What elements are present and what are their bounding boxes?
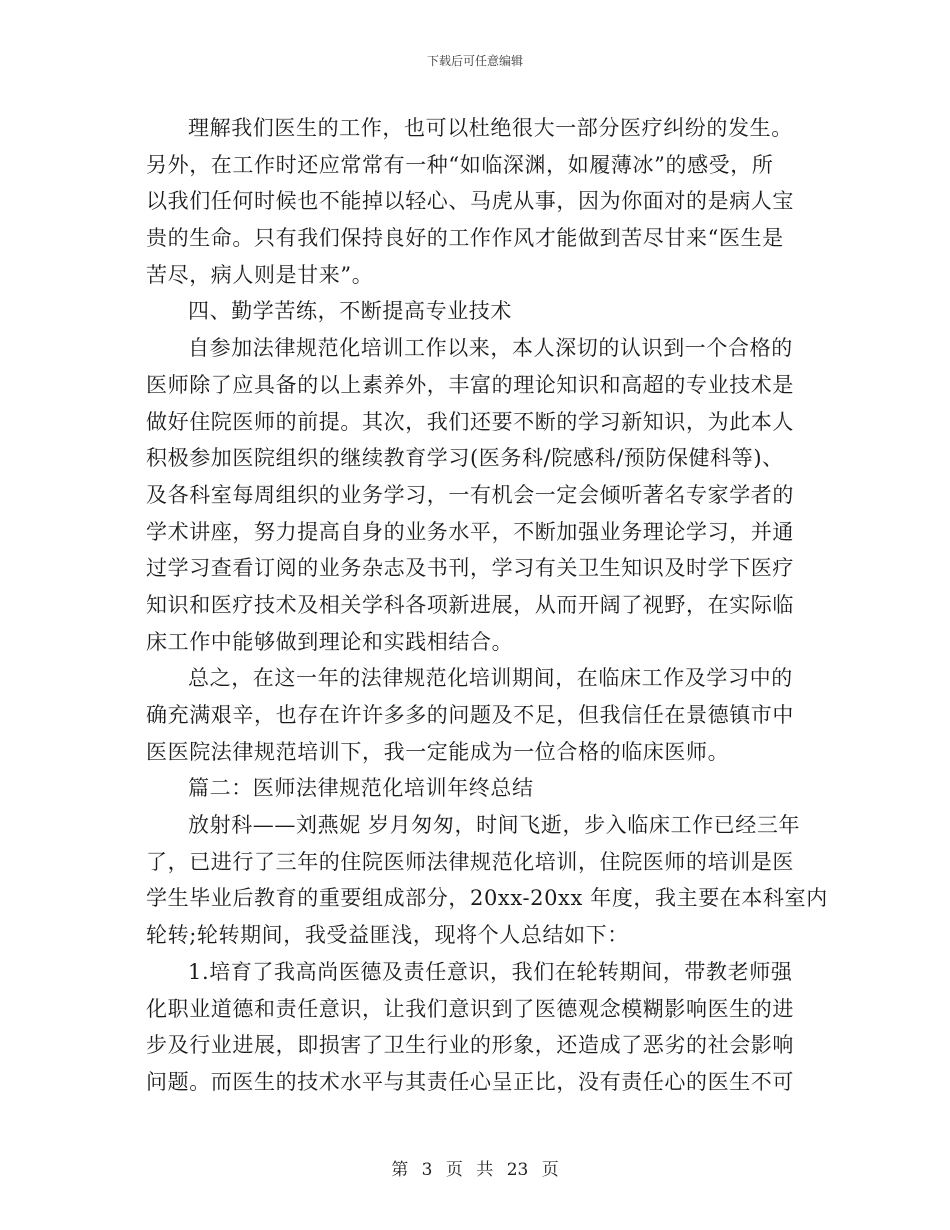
text-line: 另外，在工作时还应常常有一种“如临深渊，如履薄冰”的感受，所 <box>146 152 774 177</box>
current-page-number: 3 <box>421 1160 433 1180</box>
text-line: 放射科——刘燕妮 岁月匆匆，时间飞逝，步入临床工作已经三年 <box>188 813 801 838</box>
page-label-prefix: 第 <box>391 1160 409 1180</box>
page-label-suffix: 页 <box>541 1160 559 1180</box>
text-line: 过学习查看订阅的业务杂志及书刊，学习有关卫生知识及时学下医疗 <box>146 556 794 581</box>
text-line: 自参加法律规范化培训工作以来，本人深切的认识到一个合格的 <box>188 336 793 361</box>
text-line: 以我们任何时候也不能掉以轻心、马虎从事，因为你面对的是病人宝 <box>146 189 794 214</box>
page-header: 下载后可任意编辑 <box>426 54 523 68</box>
text-line: 医医院法律规范培训下，我一定能成为一位合格的临床医师。 <box>146 739 730 764</box>
text-line: 1.培育了我高尚医德及责任意识，我们在轮转期间，带教老师强 <box>188 959 793 984</box>
text-line: 床工作中能够做到理论和实践相结合。 <box>146 629 514 654</box>
text-line: 问题。而医生的技术水平与其责任心呈正比，没有责任心的医生不可 <box>146 1069 794 1094</box>
text-line: 学生毕业后教育的重要组成部分，20xx-20xx 年度，我主要在本科室内 <box>146 886 828 911</box>
text-line: 医师除了应具备的以上素养外，丰富的理论知识和高超的专业技术是 <box>146 372 794 397</box>
text-line: 轮转;轮转期间，我受益匪浅，现将个人总结如下： <box>146 923 629 948</box>
text-line: 总之，在这一年的法律规范化培训期间，在临床工作及学习中的 <box>188 666 793 691</box>
text-line: 贵的生命。只有我们保持良好的工作作风才能做到苦尽甘来“医生是 <box>146 226 784 251</box>
body-text <box>146 110 828 1101</box>
text-line: 学术讲座，努力提高自身的业务水平，不断加强业务理论学习，并通 <box>146 519 794 544</box>
text-line: 及各科室每周组织的业务学习，一有机会一定会倾听著名专家学者的 <box>146 482 794 507</box>
page-footer <box>0 1155 950 1180</box>
total-pages-number: 23 <box>506 1160 529 1180</box>
text-line: 化职业道德和责任意识，让我们意识到了医德观念模糊影响医生的进 <box>146 996 794 1021</box>
section-heading: 篇二：医师法律规范化培训年终总结 <box>188 776 534 801</box>
text-line: 步及行业进展，即损害了卫生行业的形象，还造成了恶劣的社会影响 <box>146 1033 794 1058</box>
text-line: 苦尽，病人则是甘来”。 <box>146 262 374 287</box>
total-label: 共 <box>476 1160 494 1180</box>
page-label-mid: 页 <box>445 1160 463 1180</box>
text-line: 理解我们医生的工作，也可以杜绝很大一部分医疗纠纷的发生。 <box>188 116 793 140</box>
text-line: 做好住院医师的前提。其次，我们还要不断的学习新知识，为此本人 <box>146 409 794 434</box>
section-heading: 四、勤学苦练，不断提高专业技术 <box>188 299 512 324</box>
text-line: 积极参加医院组织的继续教育学习(医务科/院感科/预防保健科等)、 <box>146 446 784 471</box>
text-line: 了，已进行了三年的住院医师法律规范化培训，住院医师的培训是医 <box>146 849 794 874</box>
text-line: 确充满艰辛，也存在许许多多的问题及不足，但我信任在景德镇市中 <box>146 703 794 727</box>
text-line: 知识和医疗技术及相关学科各项新进展，从而开阔了视野，在实际临 <box>146 592 794 617</box>
